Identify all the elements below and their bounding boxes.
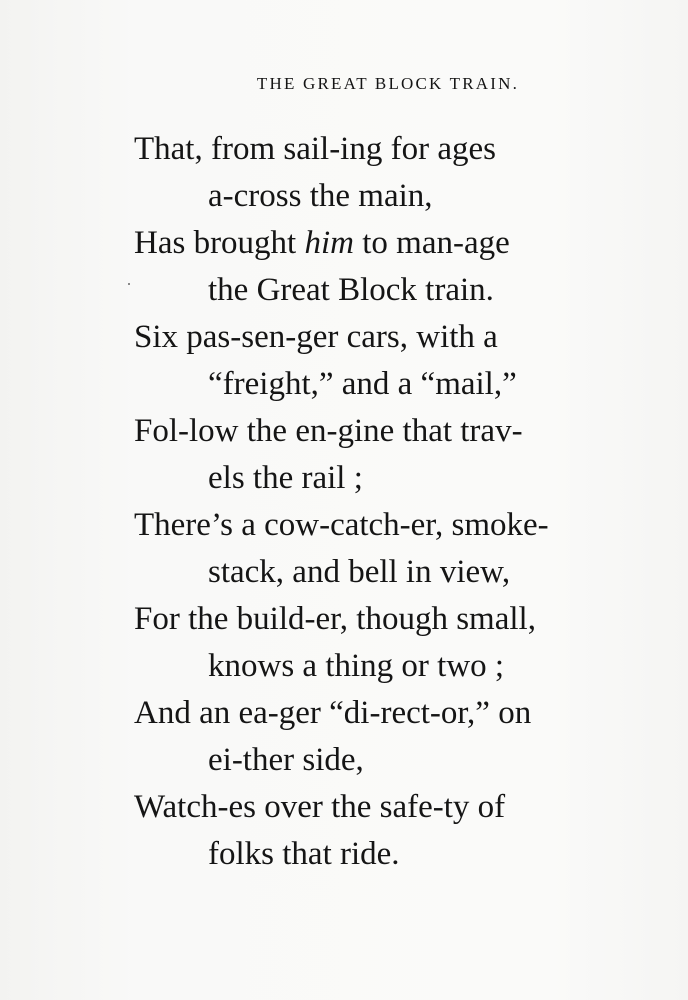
poem-line-text: stack, and bell in view, [208,554,511,590]
poem-line-15 [134,784,624,830]
poem-line-3-part-1: Has brought [134,225,297,261]
poem-line-2 [208,173,433,219]
poem-line-1 [134,126,624,172]
poem-line-text: Six pas-sen-ger cars, with a [134,319,498,355]
poem-line-3-italic-word: him [304,225,354,261]
poem-line-4 [208,267,494,313]
poem-line-text: For the build-er, though small, [134,601,536,637]
poem-line-12 [208,643,504,689]
poem-line-text: a-cross the main, [208,178,433,214]
poem-line-text: Watch-es over the safe-ty of [134,789,506,825]
poem-line-text: ei-ther side, [208,742,364,778]
poem-line-6 [208,361,517,407]
poem-line-5 [134,314,624,360]
poem-line-3-part-2: to man-age [362,225,510,261]
poem-line-14 [208,737,364,783]
poem-line-text: the Great Block train. [208,272,494,308]
poem-line-16 [208,831,400,877]
poem-line-text: “freight,” and a “mail,” [208,366,517,402]
poem-line-text: Fol-low the en-gine that trav- [134,413,523,449]
poem-line-text: There’s a cow-catch-er, smoke- [134,507,549,543]
poem-line-text: els the rail ; [208,460,363,496]
poem-line-3 [134,220,624,266]
poem-line-13 [134,690,624,736]
poem-line-10 [208,549,510,595]
poem-line-9 [134,502,624,548]
poem-line-8 [208,455,363,501]
running-head: THE GREAT BLOCK TRAIN. [256,74,520,93]
poem-line-text [134,220,510,266]
poem-line-11 [134,596,624,642]
poem-line-text: folks that ride. [208,836,400,872]
poem-line-text: That, from sail-ing for ages [134,131,496,167]
poem-line-text: And an ea-ger “di-rect-or,” on [134,695,532,731]
ink-speck [128,283,130,285]
poem-line-7 [134,408,624,454]
poem-line-text: knows a thing or two ; [208,648,505,684]
